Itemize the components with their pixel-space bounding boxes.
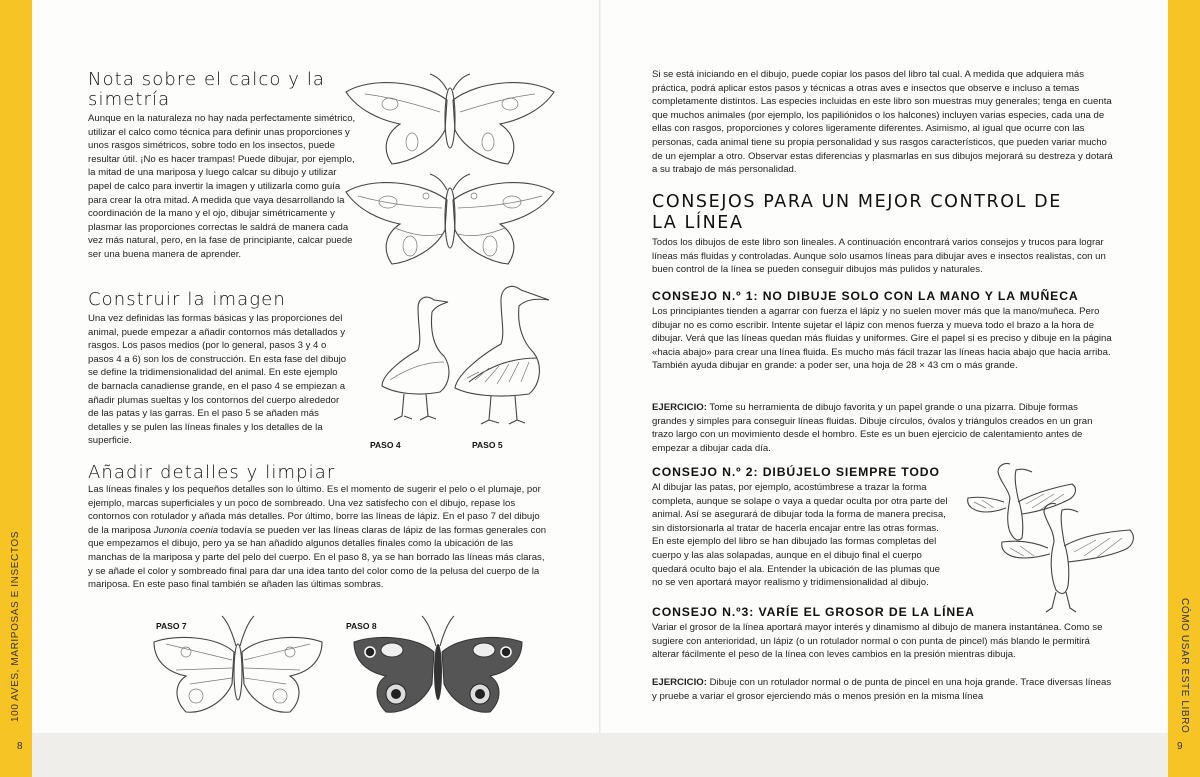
label-paso-4: PASO 4 (370, 440, 401, 450)
butterfly-step7-drawing (154, 616, 322, 712)
left-side-label: 100 AVES, MARIPOSAS E INSECTOS (10, 530, 21, 722)
butterfly-step8-drawing (354, 616, 522, 712)
label-paso-5: PASO 5 (472, 440, 503, 450)
tip1-exercise-label: EJERCICIO: (652, 402, 707, 413)
moth-illustrations (340, 72, 560, 267)
goose-step5-drawing (455, 286, 549, 424)
tip3-body: Variar el grosor de la línea aportará mayor interés y dinamismo al dibujo de manera instantánea. Como se sugiere con anterioridad, un lápiz (o un rotulador normal o con punta de pincel) más blando le permitirá alterar fácilmente el peso de la línea con leves cambios en la presión mientras dibuja. (652, 622, 1103, 661)
tip1-body: Los principiantes tienden a agarrar con fuerza el lápiz y no suelen mover más que la mano/muñeca. Pero dibujar no es como escribir. Intente sujetar el lápiz con menos fuerza y mueva todo el brazo a la hora de dibujar. Verá que las líneas quedan más fluidas y uniformes. Gire el papel si es preciso y dibuje en la página «hacia abajo» para crear una línea fluida. Es mucho más fácil trazar las líneas hacia abajo que hacia arriba. También ayuda dibujar en grande: a poder ser, una hoja de 28 × 43 cm o más grande. (652, 306, 1112, 372)
intro-paragraph: Si se está iniciando en el dibujo, puede copiar los pasos del libro tal cual. A medida que adquiera más práctica, podrá aplicar estos pasos y técnicas a otras aves e insectos que observe e incluso a temas completamente distintos. Las especies incluidas en este libro son muestras muy generales; tenga en cuenta que muchos animales (por ejemplo, los papiliónidos o los halcones) incluyen varias especies, cada una de ellas con rasgos, proporciones y colores ligeramente diferentes. Asimismo, al igual que ocurre con las personas, cada animal tiene su propia personalidad y sus rasgos característicos, que pueden variar mucho de un ejemplar a otro. Observar estas diferencias y plasmarlas en sus dibujos mejorará su destreza y dotará a su trabajo de más personalidad. (652, 69, 1113, 176)
goose-illustrations (360, 282, 560, 432)
species-name-italic: Junonia coenia (153, 524, 219, 536)
butterfly-illustrations (146, 612, 566, 724)
tip1-exercise: EJERCICIO: Tome su herramienta de dibujo favorita y un papel grande o una pizarra. Dibuje formas grandes y simples para conseguir líneas fluidas. Dibuje círculos, óvalos y triángulos creados en un gran trazo largo con un movimiento desde el hombro. Este es un buen ejercicio de calentamiento antes de empezar a dibujar cada día. (652, 402, 1093, 454)
tip3-title: CONSEJO N.º3: VARÍE EL GROSOR DE LA LÍNEA (652, 605, 975, 619)
section-body-detalles: Las líneas finales y los pequeños detalles son lo último. Es el momento de sugerir el pelo o el plumaje, por ejemplo, marcas superficiales y un poco de sombreado. Una vez satisfecho con el dibujo, repase los contornos con rotulador y añada más detalles. Por último, borre las líneas de lápiz. En el paso 7 del dibujo de la mariposa Junonia coenia todavía se pueden ver las líneas claras de lápiz de las formas generales con que empezamos el dibujo, pero ya se han añadido algunos detalles finales como la ubicación de las manchas de la mariposa y parte del pelo del cuerpo. En el paso 8, ya se han borrado las líneas más claras, y se añade el color y sombreado final para dar una idea tanto del color como de la pelusa del cuerpo de la mariposa. En este paso final también se añaden las últimas sombras. (88, 484, 547, 591)
tip2-body: Al dibujar las patas, por ejemplo, acostúmbrese a trazar la forma completa, aunque se solape o vaya a quedar oculta por otra parte del animal. Así se asegurará de dibujar toda la forma de manera precisa, sin distorsionarla al tratar de hacerla encajar entre las otras formas. En este ejemplo del libro se han dibujado las formas completas del cuerpo y las alas solapadas, aunque en el dibujo final el cuerpo quedará oculto bajo el ala. Entender la ubicación de las plumas que no se ven aportará mayor realismo y tridimensionalidad al dibujo. (652, 482, 948, 589)
cormorant-sketch-bottom (1002, 503, 1134, 612)
label-paso-7: PASO 7 (156, 621, 187, 631)
page-gutter (599, 0, 601, 733)
cormorant-illustrations (952, 458, 1152, 618)
section-title-detalles: Añadir detalles y limpiar (88, 462, 336, 483)
section-body-consejos: Todos los dibujos de este libro son lineales. A continuación encontrará varios consejos y trucos para lograr líneas más fluidas y controladas. Aunque solo usamos líneas para dibujar aves e insectos realistas, con un buen control de la línea se pueden conseguir dibujos más pulidos y naturales. (652, 237, 1106, 276)
right-page-number: 9 (1177, 741, 1183, 752)
right-side-label: CÓMO USAR ESTE LIBRO (1179, 598, 1190, 734)
section-title-calco: Nota sobre el calco y la simetría (88, 69, 326, 110)
goose-step4-drawing (382, 297, 449, 420)
section-body-calco: Aunque en la naturaleza no hay nada perfectamente simétrico, utilizar el calco como técnica para definir unas proporciones y unos rasgos simétricos, sobre todo en los insectos, puede resultar útil. ¡No es hacer trampas! Puede dibujar, por ejemplo, la mitad de una mariposa y luego calcar su dibujo y utilizar papel de calco para invertir la imagen y utilizarla como guía para crear la otra mitad. A medida que vaya desarrollando la coordinación de la mano y el ojo, dibujar simétricamente y plasmar las proporciones correctas le saldrá de manera cada vez más natural, pero, en la fase de principiante, calcar puede ser una buena manera de aprender. (88, 113, 356, 260)
moth-sketch-outline (346, 74, 554, 164)
cormorant-sketch-top (968, 463, 1076, 540)
tip2-title: CONSEJO N.º 2: DIBÚJELO SIEMPRE TODO (652, 465, 940, 479)
footer-strip (32, 733, 1168, 777)
section-title-consejos: CONSEJOS PARA UN MEJOR CONTROL DE LA LÍNEA (652, 192, 1062, 233)
tip1-title: CONSEJO N.º 1: NO DIBUJE SOLO CON LA MANO Y LA MUÑECA (652, 289, 1079, 303)
label-paso-8: PASO 8 (346, 621, 377, 631)
tip3-exercise-label: EJERCICIO: (652, 677, 707, 688)
tip3-exercise: EJERCICIO: Dibuje con un rotulador normal o de punta de pincel en una hoja grande. Trace diversas líneas y pruebe a variar el grosor ejerciendo más o menos presión en la misma línea (652, 677, 1112, 702)
section-body-construir: Una vez definidas las formas básicas y las proporciones del animal, puede empezar a añadir contornos más detallados y rasgos. Los pasos medios (por lo general, pasos 3 y 4 o pasos 4 a 6) son los de construcción. En esta fase del dibujo se define la tridimensionalidad del animal. En este ejemplo de barnacla canadiense grande, en el paso 4 se empiezan a añadir plumas sueltas y los contornos del cuerpo alrededor de las patas y las garras. En el paso 5 se añaden más detalles y se pulen las líneas finales y los detalles de la superficie. (88, 313, 347, 447)
moth-sketch-refined (346, 174, 554, 264)
left-page-number: 8 (17, 741, 23, 752)
section-title-construir: Construir la imagen (88, 289, 286, 310)
